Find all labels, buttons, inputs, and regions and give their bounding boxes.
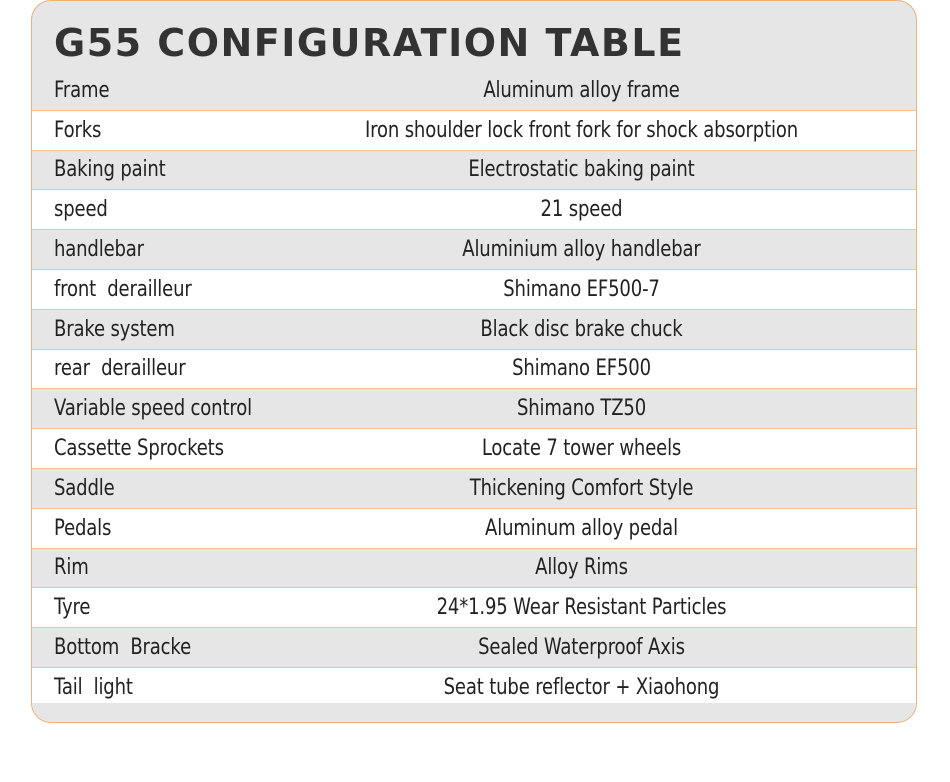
row-label: Pedals xyxy=(54,515,112,541)
row-value: Aluminum alloy pedal xyxy=(485,515,678,541)
row-value: Black disc brake chuck xyxy=(480,316,683,342)
row-value: Iron shoulder lock front fork for shock absorption xyxy=(364,117,798,143)
row-value: Aluminum alloy frame xyxy=(483,77,680,103)
row-label: Saddle xyxy=(54,475,115,501)
configuration-table-card xyxy=(31,0,917,723)
row-value: 24*1.95 Wear Resistant Particles xyxy=(436,595,727,621)
row-value: Aluminium alloy handlebar xyxy=(462,237,701,263)
table-row xyxy=(32,509,916,549)
row-label: Rim xyxy=(54,555,89,581)
row-label: front derailleur xyxy=(54,276,192,302)
table-row xyxy=(32,628,916,668)
table-row xyxy=(32,389,916,429)
row-label: handlebar xyxy=(54,237,144,263)
row-value: Thickening Comfort Style xyxy=(469,475,694,501)
row-value: Electrostatic baking paint xyxy=(468,157,695,183)
table-footer-band xyxy=(32,703,916,722)
row-label: Brake system xyxy=(54,316,175,342)
table-title: G55 CONFIGURATION TABLE xyxy=(54,21,685,65)
row-label: Tail light xyxy=(54,674,133,700)
row-value: Shimano EF500-7 xyxy=(503,276,660,302)
row-label: Variable speed control xyxy=(54,396,252,422)
row-label: Baking paint xyxy=(54,157,166,183)
table-row xyxy=(32,190,916,230)
row-label: Frame xyxy=(54,77,110,103)
row-value: 21 speed xyxy=(540,197,623,223)
table-row xyxy=(32,310,916,350)
config-rows xyxy=(32,71,916,708)
table-row xyxy=(32,230,916,270)
row-value: Shimano EF500 xyxy=(512,356,651,382)
row-label: Bottom Bracke xyxy=(54,635,192,661)
row-label: Cassette Sprockets xyxy=(54,436,224,462)
row-value: Alloy Rims xyxy=(535,555,628,581)
table-row xyxy=(32,270,916,310)
row-value: Sealed Waterproof Axis xyxy=(478,635,685,661)
row-value: Seat tube reflector + Xiaohong xyxy=(443,674,720,700)
row-value: Locate 7 tower wheels xyxy=(481,436,682,462)
table-row xyxy=(32,549,916,589)
row-value: Shimano TZ50 xyxy=(516,396,647,422)
table-row xyxy=(32,350,916,390)
table-row xyxy=(32,151,916,191)
table-row xyxy=(32,71,916,111)
table-row xyxy=(32,111,916,151)
row-label: speed xyxy=(54,197,108,223)
table-row xyxy=(32,469,916,509)
table-row xyxy=(32,668,916,708)
row-label: Forks xyxy=(54,117,102,143)
row-label: rear derailleur xyxy=(54,356,186,382)
row-label: Tyre xyxy=(54,595,91,621)
table-row xyxy=(32,588,916,628)
table-row xyxy=(32,429,916,469)
